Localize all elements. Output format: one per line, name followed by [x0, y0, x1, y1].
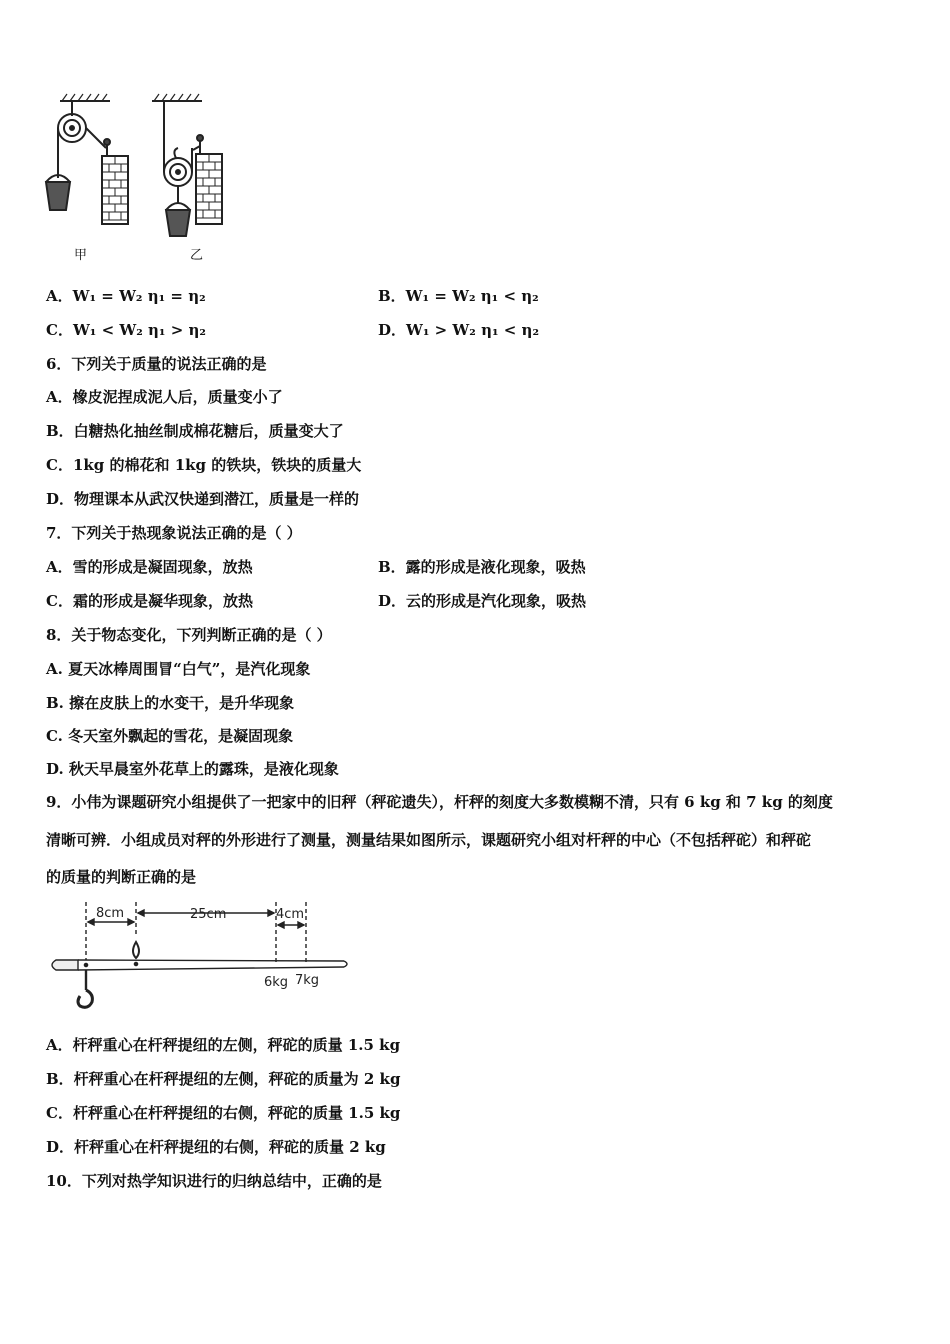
dim-8cm-label: 8cm — [96, 906, 125, 921]
movable-pulley-diagram — [152, 94, 222, 236]
q8-option-d: D. 秋天早晨室外花草上的露珠，是液化现象 — [46, 760, 339, 778]
q9-stem-line-2: 清晰可辨．小组成员对秤的外形进行了测量，测量结果如图所示，课题研究小组对杆秤的中心（不包括秤砣）和秤砣 — [46, 831, 812, 849]
q6-option-c: C．1kg 的棉花和 1kg 的铁块，铁块的质量大 — [46, 456, 362, 474]
q8-option-a: A. 夏天冰棒周围冒“白气”，是汽化现象 — [46, 660, 311, 678]
dim-4cm-label: 4cm — [276, 907, 305, 922]
q5-option-b: B．W₁ = W₂ η₁ < η₂ — [378, 287, 539, 305]
dim-25cm-label: 25cm — [190, 907, 227, 922]
q5-option-a: A．W₁ = W₂ η₁ = η₂ — [46, 287, 206, 305]
figure-label-jia: 甲 — [74, 248, 88, 263]
q6-option-d: D．物理课本从武汉快递到潜江，质量是一样的 — [46, 490, 360, 508]
mark-7kg-label: 7kg — [295, 973, 320, 988]
q7-option-b: B．露的形成是液化现象，吸热 — [378, 558, 586, 576]
mark-6kg-label: 6kg — [264, 975, 289, 990]
q8-stem: 8．关于物态变化，下列判断正确的是（ ） — [46, 626, 332, 644]
q8-option-c: C. 冬天室外飘起的雪花，是凝固现象 — [46, 727, 294, 745]
q7-option-d: D．云的形成是汽化现象，吸热 — [378, 592, 587, 610]
figure-label-yi: 乙 — [190, 248, 204, 263]
steelyard-figure — [44, 896, 354, 1018]
q6-option-b: B．白糖热化抽丝制成棉花糖后，质量变大了 — [46, 422, 344, 440]
q5-option-d: D．W₁ > W₂ η₁ < η₂ — [378, 321, 540, 339]
q7-stem: 7．下列关于热现象说法正确的是（ ） — [46, 524, 302, 542]
q9-option-d: D．杆秤重心在杆秤提纽的右侧，秤砣的质量 2 kg — [46, 1138, 386, 1156]
q9-stem-line-3: 的质量的判断正确的是 — [46, 868, 197, 886]
q8-option-b: B. 擦在皮肤上的水变干，是升华现象 — [46, 694, 295, 712]
q7-option-c: C．霜的形成是凝华现象，放热 — [46, 592, 253, 610]
q9-option-b: B．杆秤重心在杆秤提纽的左侧，秤砣的质量为 2 kg — [46, 1070, 401, 1088]
fixed-pulley-diagram — [46, 94, 128, 224]
q6-stem: 6．下列关于质量的说法正确的是 — [46, 355, 267, 373]
q10-stem: 10．下列对热学知识进行的归纳总结中，正确的是 — [46, 1172, 382, 1190]
q6-option-a: A．橡皮泥捏成泥人后，质量变小了 — [46, 388, 283, 406]
q5-option-c: C．W₁ < W₂ η₁ > η₂ — [46, 321, 206, 339]
q9-stem-line-1: 9．小伟为课题研究小组提供了一把家中的旧秤（秤砣遗失），杆秤的刻度大多数模糊不清，只有 6 kg 和 7 kg 的刻度 — [46, 793, 833, 811]
q7-option-a: A．雪的形成是凝固现象，放热 — [46, 558, 253, 576]
q9-option-c: C．杆秤重心在杆秤提纽的右侧，秤砣的质量 1.5 kg — [46, 1104, 401, 1122]
pulley-figure — [40, 92, 240, 272]
q9-option-a: A．杆秤重心在杆秤提纽的左侧，秤砣的质量 1.5 kg — [46, 1036, 401, 1054]
